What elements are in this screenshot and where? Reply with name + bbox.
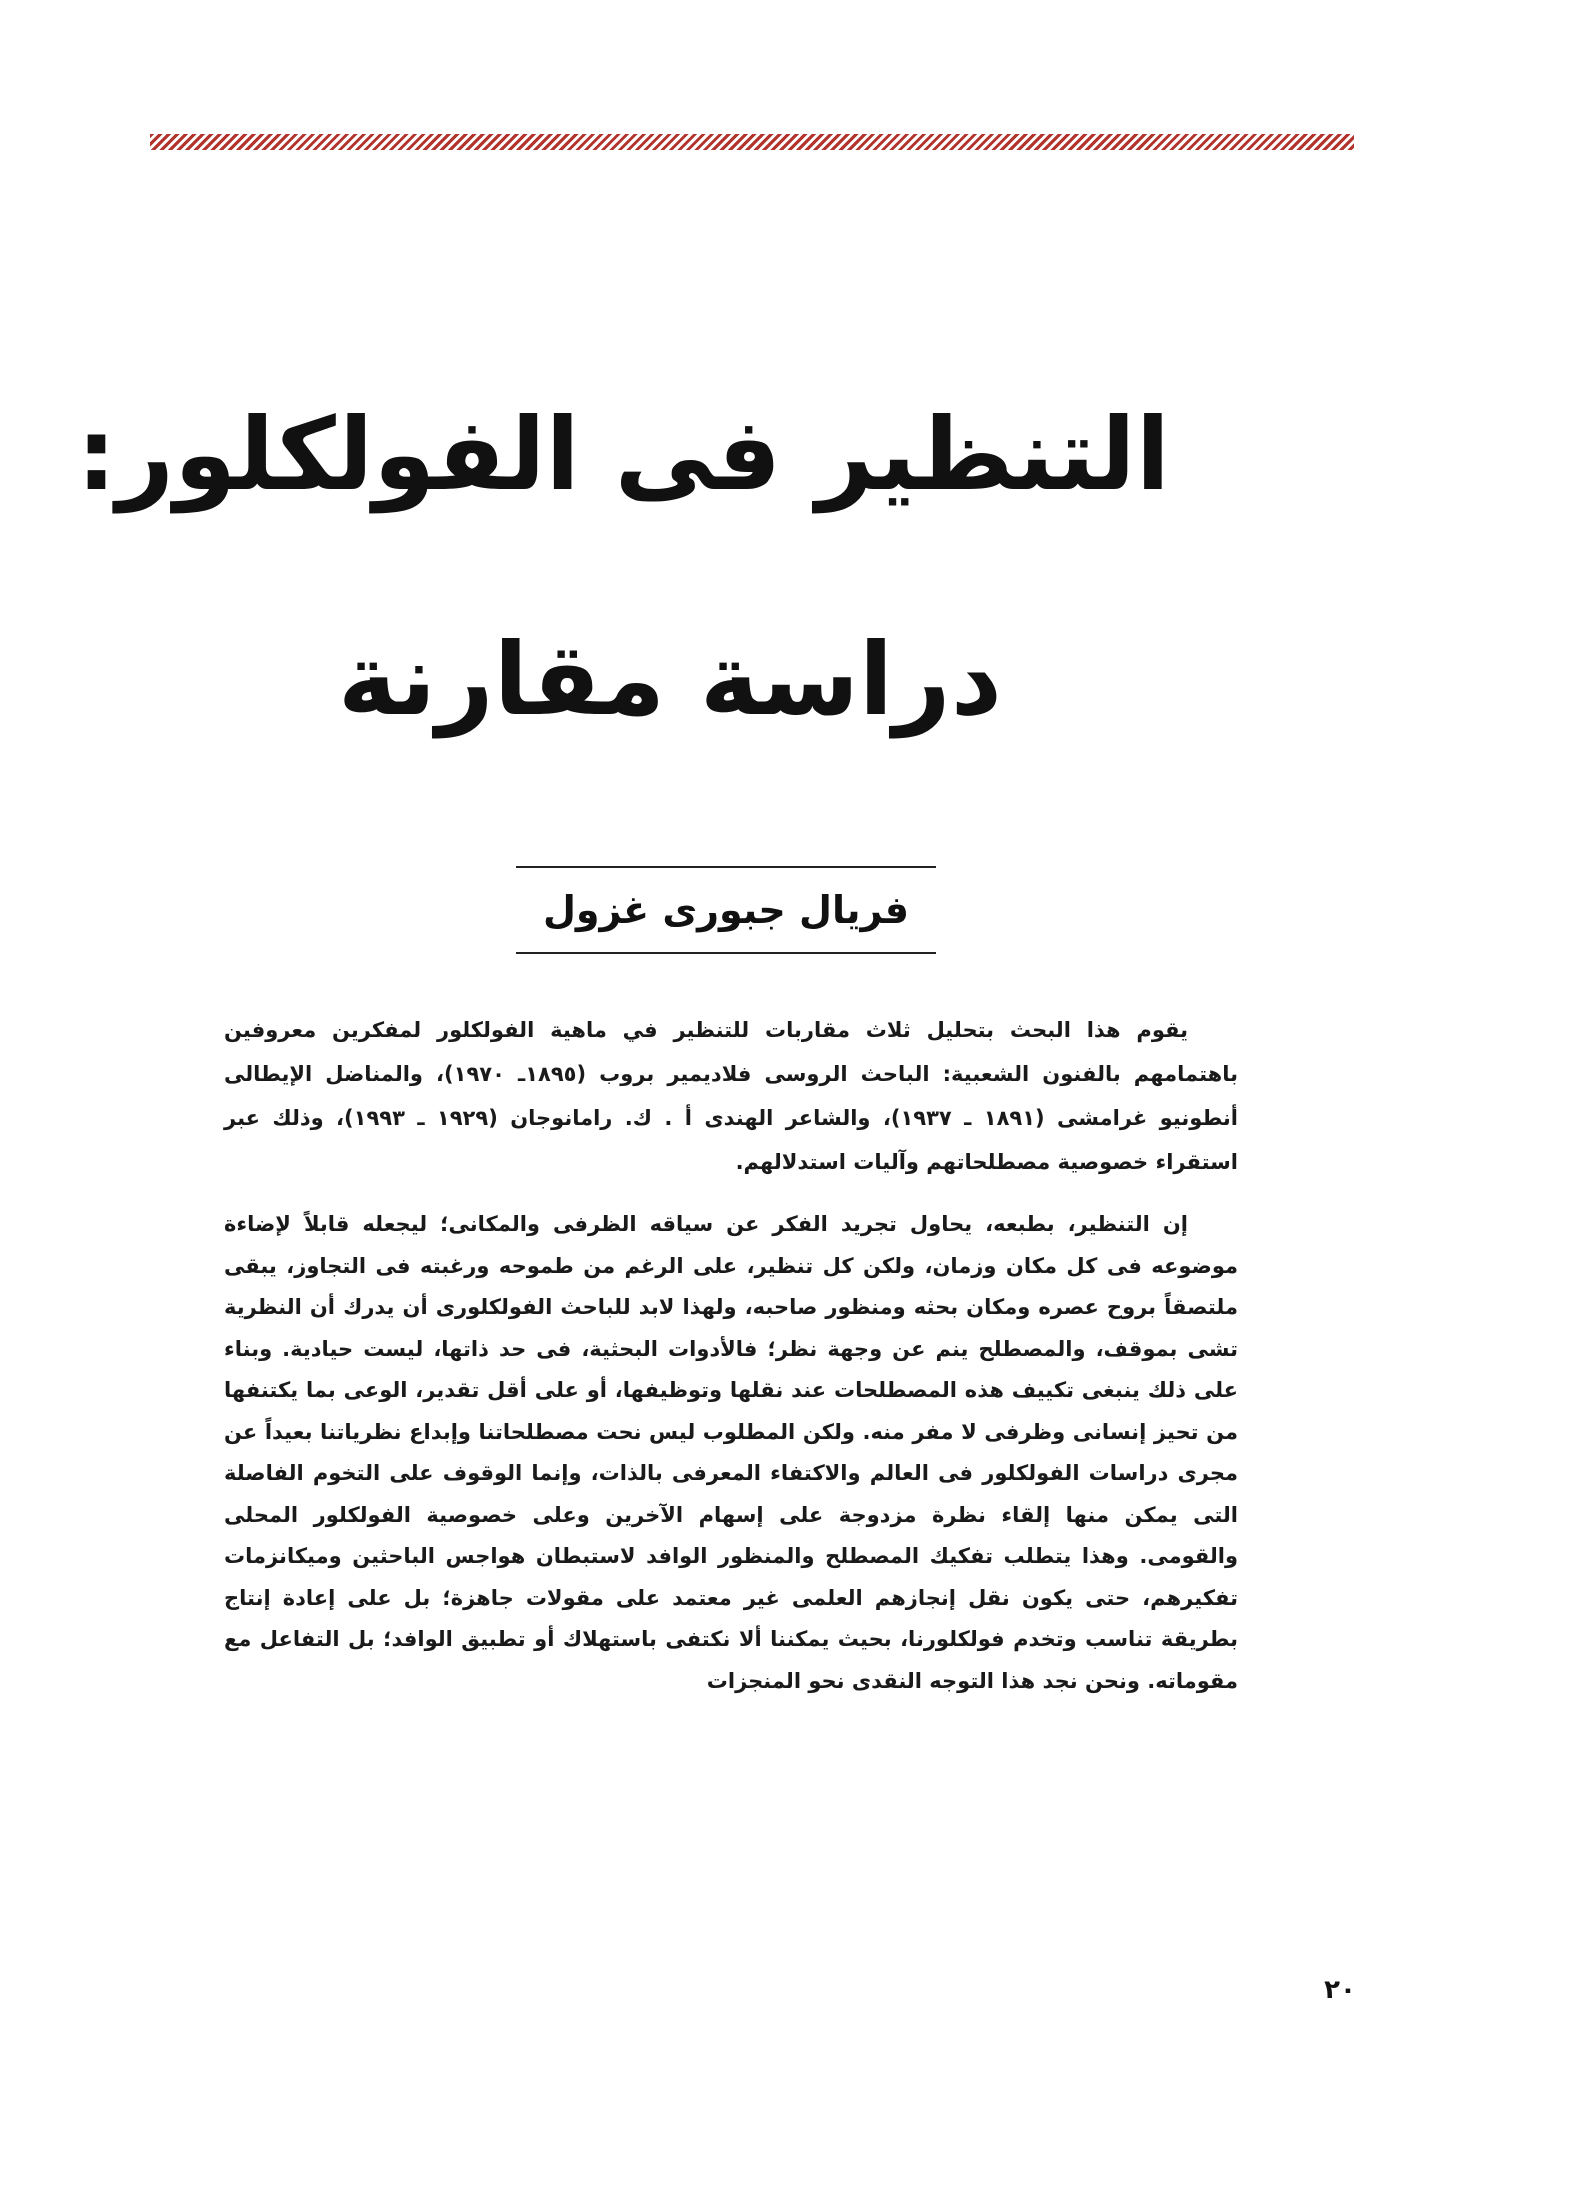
article-title-line-2: دراسة مقارنة [337,621,1003,738]
article-body [224,1008,1238,1702]
abstract-paragraph: يقوم هذا البحث بتحليل ثلاث مقاربات للتنظير في ماهية الفولكلور لمفكرين معروفين باهتمامهم بالفنون الشعبية: الباحث الروسى فلاديمير بروب (١٨٩٥ـ ١٩٧٠)، والمناضل الإيطالى أنطونيو غرامشى (١٨٩١ ـ ١٩٣٧)، والشاعر الهندى أ . ك. رامانوجان (١٩٢٩ ـ ١٩٩٣)، وذلك عبر استقراء خصوصية مصطلحاتهم وآليات استدلالهم. [224,1018,1238,1174]
page-number: ٢٠ [1324,1975,1356,2005]
author-rule-top [516,866,936,868]
decorative-header-band [150,134,1354,150]
author-name: فريال جبورى غزول [542,888,910,932]
author-rule-bottom [516,952,936,954]
article-title-line-1: التنظير فى الفولكلور: [76,396,1170,513]
body-paragraph: إن التنظير، بطبعه، يحاول تجريد الفكر عن سياقه الظرفى والمكانى؛ ليجعله قابلاً لإضاءة موضوعه فى كل مكان وزمان، ولكن كل تنظير، على الرغم من طموحه ورغبته فى التجاوز، يبقى ملتصقاً بروح عصره ومكان بحثه ومنظور صاحبه، ولهذا لابد للباحث الفولكلورى أن يدرك أن النظرية تشى بموقف، والمصطلح ينم عن وجهة نظر؛ فالأدوات البحثية، فى حد ذاتها، ليست حيادية. وبناء على ذلك ينبغى تكييف هذه المصطلحات عند نقلها وتوظيفها، أو على أقل تقدير، الوعى بما يكتنفها من تحيز إنسانى وظرفى لا مفر منه. ولكن المطلوب ليس نحت مصطلحاتنا وإبداع نظرياتنا بعيداً عن مجرى دراسات الفولكلور فى العالم والاكتفاء المعرفى بالذات، وإنما الوقوف على التخوم الفاصلة التى يمكن منها إلقاء نظرة مزدوجة على إسهام الآخرين وعلى خصوصية الفولكلور المحلى والقومى. وهذا يتطلب تفكيك المصطلح والمنظور الوافد لاستبطان هواجس الباحثين وميكانزمات تفكيرهم، حتى يكون نقل إنجازهم العلمى غير معتمد على مقولات جاهزة؛ بل على إعادة إنتاج بطريقة تناسب وتخدم فولكلورنا، بحيث يمكننا ألا نكتفى باستهلاك أو تطبيق الوافد؛ بل التفاعل مع مقوماته. ونحن نجد هذا التوجه النقدى نحو المنجزات [224,1212,1238,1693]
